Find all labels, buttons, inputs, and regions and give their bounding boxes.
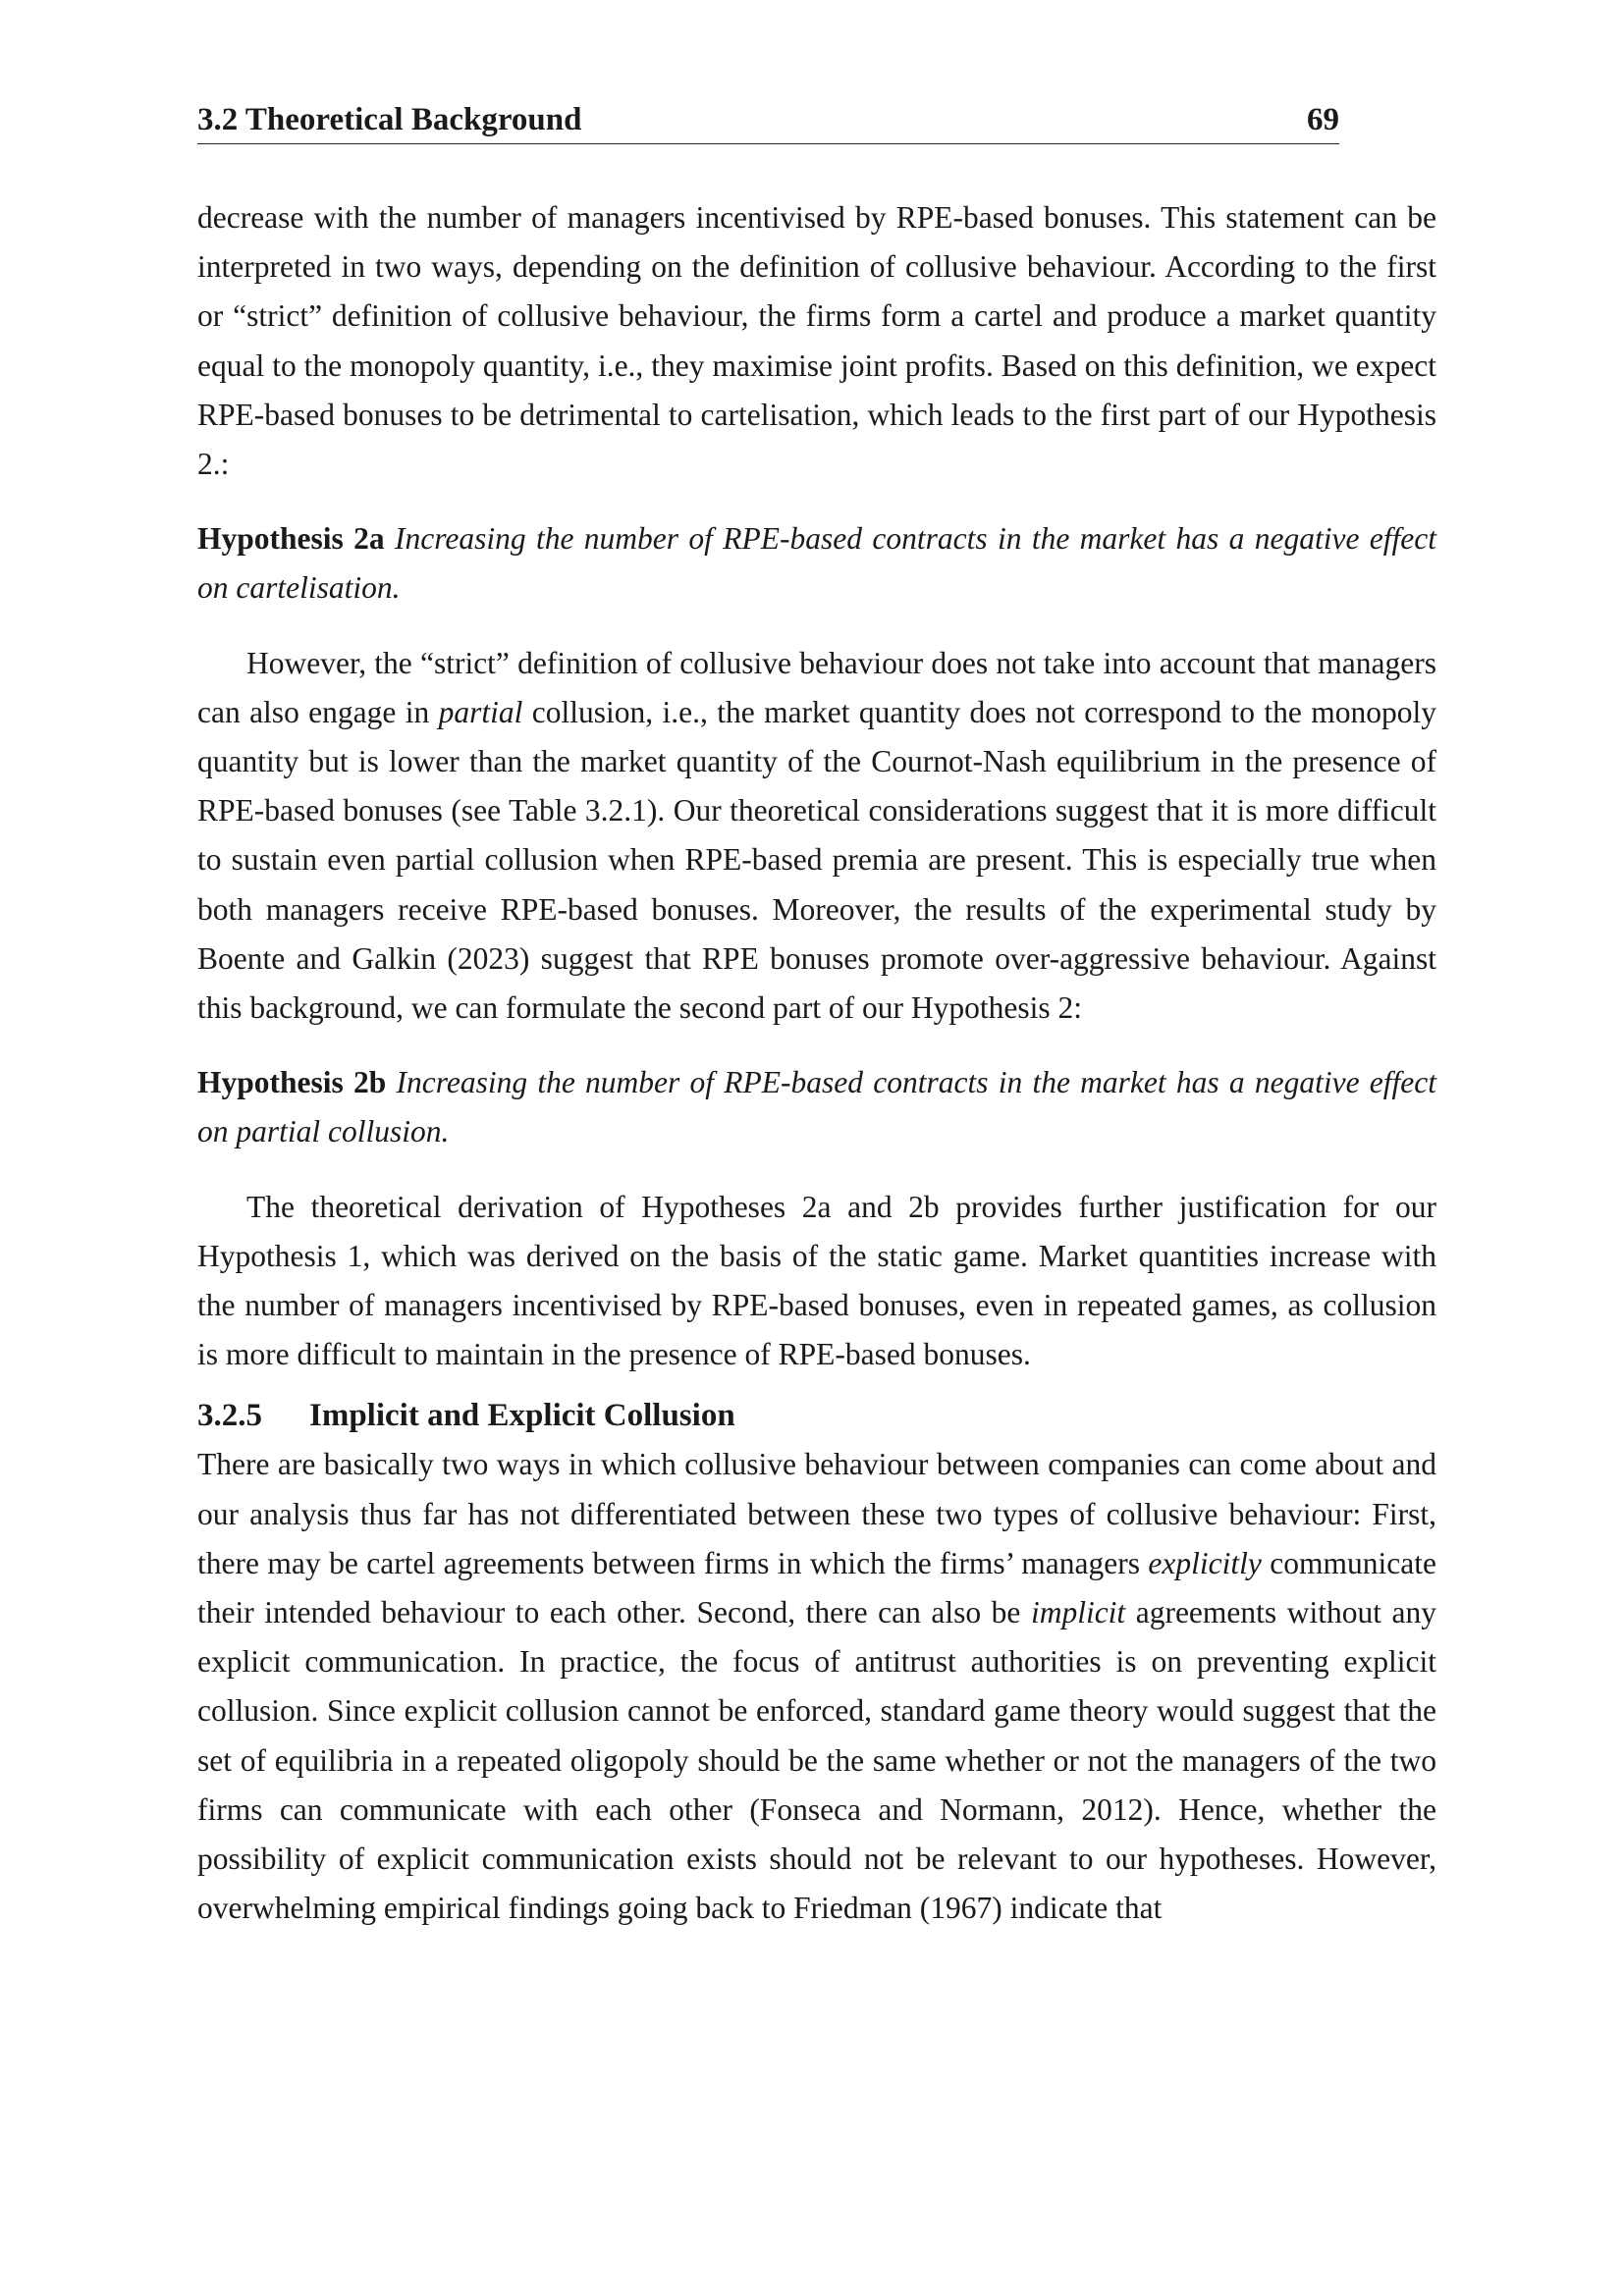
- paragraph-continuation: decrease with the number of managers incentivised by RPE-based bonuses. This statement can be interpreted in two ways, depending on the definition of collusive behaviour. According to the first or “strict” definition of collusive behaviour, the firms form a cartel and produce a market quantity equal to the monopoly quantity, i.e., they maximise joint profits. Based on this definition, we expect RPE-based bonuses to be detrimental to cartelisation, which leads to the first part of our Hypothesis 2.:: [197, 200, 1436, 482]
- emphasis-partial: partial: [438, 694, 523, 729]
- hypothesis-2a: [197, 514, 1436, 613]
- section-title: Implicit and Explicit Collusion: [309, 1398, 735, 1434]
- section-heading: [197, 1391, 1436, 1440]
- hypothesis-2b-label: Hypothesis 2b: [197, 1065, 387, 1100]
- page-number: 69: [1307, 102, 1339, 137]
- paragraph-text: However, the “strict” definition of collusive behaviour does not take into account that managers can also engage in: [197, 645, 1436, 729]
- body-text: [197, 193, 1436, 1934]
- emphasis-explicitly: explicitly: [1148, 1545, 1262, 1580]
- paragraph-derivation: The theoretical derivation of Hypotheses 2a and 2b provides further justification for our Hypothesis 1, which was derived on the basis of the static game. Market quantities increase with the number of managers incentivised by RPE-based bonuses, even in repeated games, as collusion is more difficult to maintain in the presence of RPE-based bonuses.: [197, 1189, 1436, 1372]
- hypothesis-2b: [197, 1058, 1436, 1156]
- running-header: [197, 98, 1339, 144]
- paragraph-partial-collusion: [197, 639, 1436, 1034]
- running-header-section: 3.2 Theoretical Background: [197, 102, 582, 137]
- paragraph-text: collusion, i.e., the market quantity does not correspond to the monopoly quantity but is lower than the market quantity of the Cournot-Nash equilibrium in the presence of RPE-based bonuses (see Table 3.2.1). Our theoretical considerations suggest that it is more difficult to sustain even partial collusion when RPE-based premia are present. This is especially true when both managers receive RPE-based bonuses. Moreover, the results of the experimental study by Boente and Galkin (2023) suggest that RPE bonuses promote over-aggressive behaviour. Against this background, we can formulate the second part of our Hypothesis 2:: [197, 694, 1436, 1026]
- hypothesis-2a-text: Increasing the number of RPE-based contracts in the market has a negative effect on cartelisation.: [197, 521, 1437, 606]
- paragraph-text: communicate their intended behaviour to each other. Second, there can also be: [197, 1545, 1436, 1630]
- hypothesis-2b-text: Increasing the number of RPE-based contracts in the market has a negative effect on partial collusion.: [197, 1065, 1436, 1149]
- emphasis-implicit: implicit: [1030, 1595, 1126, 1630]
- paragraph-text: agreements without any explicit communication. In practice, the focus of antitrust authorities is on preventing explicit collusion. Since explicit collusion cannot be enforced, standard game theory would suggest that the set of equilibria in a repeated oligopoly should be the same whether or not the managers of the two firms can communicate with each other (Fonseca and Normann, 2012). Hence, whether the possibility of explicit communication exists should not be relevant to our hypotheses. However, overwhelming empirical findings going back to Friedman (1967) indicate that: [197, 1595, 1436, 1926]
- paragraph-text: There are basically two ways in which collusive behaviour between companies can come about and our analysis thus far has not differentiated between these two types of collusive behaviour: First, there may be cartel agreements between firms in which the firms’ managers: [197, 1447, 1436, 1580]
- paragraph-implicit-explicit: [197, 1440, 1436, 1933]
- hypothesis-2a-label: Hypothesis 2a: [197, 521, 385, 557]
- section-number: 3.2.5: [197, 1398, 262, 1434]
